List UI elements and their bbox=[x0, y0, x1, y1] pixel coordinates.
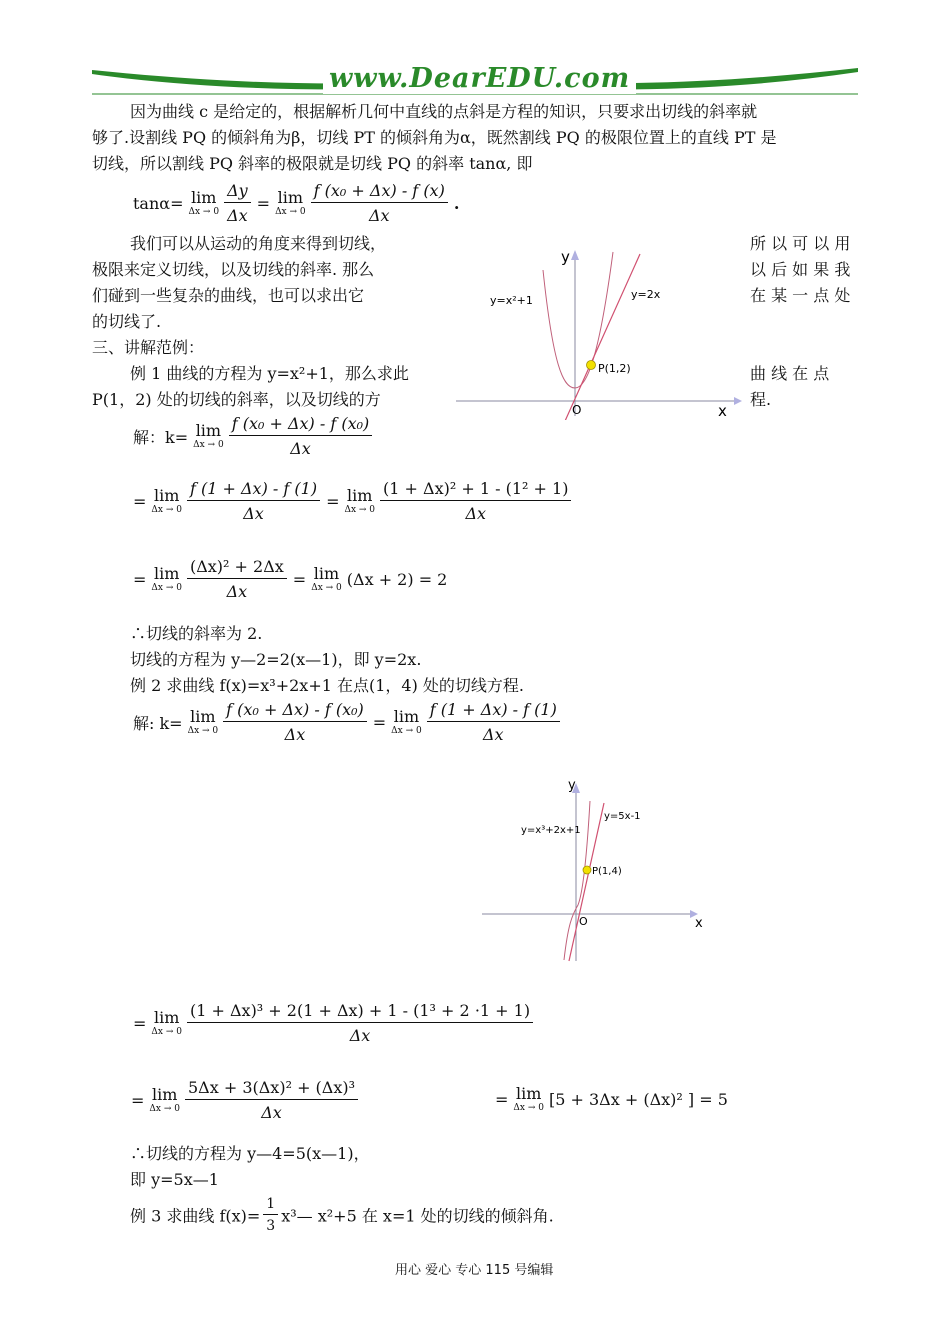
example1-right-2: 程. bbox=[750, 390, 772, 409]
example2-step-2: = lim Δx → 0 $\frac{\text{(1 + Δx)³ + 2(1 + Δx) + 1 - (1³ + 2 ·1 + 1)}}{\Delta x}$ bbox=[130, 1001, 536, 1045]
example2-title: 例 2 求曲线 f(x)=x³+2x+1 在点(1，4) 处的切线方程. bbox=[130, 676, 525, 695]
motion-line-3: 们碰到一些复杂的曲线，也可以求出它 bbox=[92, 286, 365, 305]
example1-step-1: 解：k= lim Δx → 0 $\frac{\text{f (x₀ + Δx) - f (x₀)}}{\Delta x}$ bbox=[130, 414, 375, 458]
curve-label: y=x³+2x+1 bbox=[521, 825, 581, 836]
intro-line-3: 切线，所以割线 PQ 斜率的极限就是切线 PQ 的斜率 tanα, 即 bbox=[92, 154, 533, 173]
motion-line-1: 我们可以从运动的角度来得到切线， bbox=[130, 234, 387, 253]
origin-label: O bbox=[572, 403, 582, 417]
page-footer: 用心 爱心 专心 115 号编辑 bbox=[395, 1263, 554, 1278]
x-axis-arrow-icon bbox=[734, 397, 742, 405]
motion-right-2: 以 后 如 果 我 bbox=[750, 260, 851, 279]
formula-lhs: tanα= bbox=[133, 193, 184, 213]
graph-cubic-tangent bbox=[478, 775, 718, 965]
example1-step-3: = lim Δx → 0 $\frac{\text{(Δx)² + 2Δx}}{\Delta x}$ = lim Δx → 0 (Δx + 2) = 2 bbox=[133, 557, 448, 601]
example1-line-1: 例 1 曲线的方程为 y=x²+1，那么求此 bbox=[130, 364, 409, 383]
fraction: $\frac{\text{f (x₀ + Δx) - f (x)}}{\Delta x}$ bbox=[311, 181, 448, 225]
graph-parabola-tangent bbox=[448, 240, 748, 420]
y-axis-arrow-icon bbox=[571, 250, 579, 260]
line-label: y=2x bbox=[631, 288, 661, 301]
limit-operator: lim Δx → 0 bbox=[275, 187, 306, 217]
example2-step-1: 解: k= lim Δx → 0 $\frac{\text{f (x₀ + Δx) - f (x₀)}}{\Delta x}$ = lim Δx → 0 $\frac{f (1 + \Delta x) - f (1)}{\Delta x}$ bbox=[130, 700, 563, 744]
example2-step-3: = lim Δx → 0 $\frac{\text{5Δx + 3(Δx)² + (Δx)³}}{\Delta x}$ bbox=[128, 1078, 361, 1122]
example1-step-2: = lim Δx → 0 $\frac{f (1 + \Delta x) - f (1)}{\Delta x}$ = lim Δx → 0 $\frac{\text{(1 + Δx)² + 1 - (1² + 1)}}{\Delta x}$ bbox=[130, 479, 574, 523]
line-label: y=5x-1 bbox=[604, 811, 641, 822]
formula-tan-alpha: tanα= lim Δx → 0 $\frac{\Delta y}{\Delta x}$ = lim Δx → 0 $\frac{\text{f (x₀ + Δx) - f (x)}}{\Delta x}$ . bbox=[133, 181, 460, 225]
intro-line-2: 够了.设割线 PQ 的倾斜角为β，切线 PT 的倾斜角为α，既然割线 PQ 的极限位置上的直线 PT 是 bbox=[92, 128, 777, 147]
motion-line-2: 极限来定义切线，以及切线的斜率. 那么 bbox=[92, 260, 375, 279]
motion-line-4: 的切线了. bbox=[92, 312, 162, 331]
section-title: 三、讲解范例： bbox=[92, 338, 205, 357]
motion-right-1: 所 以 可 以 用 bbox=[750, 234, 851, 253]
limit-operator: lim Δx → 0 bbox=[188, 187, 220, 217]
example2-step-4: = lim Δx → 0 [5 + 3Δx + (Δx)² ] = 5 bbox=[495, 1084, 728, 1113]
tangent-line bbox=[561, 254, 640, 420]
origin-label: O bbox=[579, 915, 588, 928]
point-label: P(1,4) bbox=[592, 866, 622, 877]
tangent-point-marker bbox=[587, 361, 596, 370]
curve-label: y=x²+1 bbox=[490, 294, 533, 307]
example1-conclusion-2: 切线的方程为 y—2=2(x—1)，即 y=2x. bbox=[130, 650, 422, 669]
example2-conclusion-1: ∴切线的方程为 y—4=5(x—1)， bbox=[130, 1144, 370, 1163]
example1-right-1: 曲 线 在 点 bbox=[750, 364, 830, 383]
x-axis-label: x bbox=[695, 916, 703, 931]
y-axis-label: y bbox=[568, 778, 576, 793]
intro-line-1: 因为曲线 c 是给定的，根据解析几何中直线的点斜是方程的知识，只要求出切线的斜率就 bbox=[130, 102, 758, 121]
example1-conclusion-1: ∴切线的斜率为 2. bbox=[130, 624, 263, 643]
motion-right-3: 在 某 一 点 处 bbox=[750, 286, 851, 305]
y-axis-label: y bbox=[561, 248, 570, 266]
example3-line: 例 3 求曲线 f(x)= $\frac{1}{3}$ x³— x²+5 在 x=1 处的切线的倾斜角. bbox=[130, 1196, 554, 1234]
x-axis-label: x bbox=[718, 402, 727, 420]
site-name: www.DearEDU.com bbox=[323, 63, 636, 94]
example2-conclusion-2: 即 y=5x—1 bbox=[130, 1170, 219, 1189]
point-label: P(1,2) bbox=[598, 362, 631, 375]
example1-line-2: P(1，2) 处的切线的斜率，以及切线的方 bbox=[92, 390, 381, 409]
tangent-point-marker bbox=[583, 866, 591, 874]
fraction: $\frac{\Delta y}{\Delta x}$ bbox=[224, 181, 251, 225]
